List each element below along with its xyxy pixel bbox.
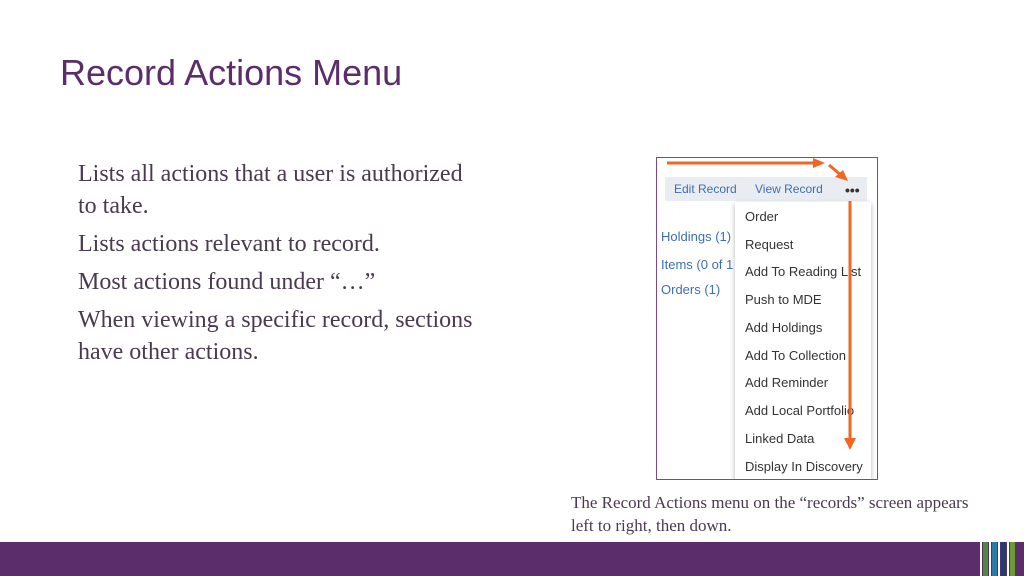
slide-title: Record Actions Menu: [60, 52, 403, 93]
direction-arrows: [657, 158, 877, 479]
footer-stripe: [989, 542, 991, 576]
menu-item-add-to-reading-list[interactable]: Add To Reading List: [745, 264, 862, 279]
menu-item-request[interactable]: Request: [745, 237, 794, 252]
footer-stripe: [980, 542, 982, 576]
menu-item-linked-data[interactable]: Linked Data: [745, 431, 815, 446]
menu-item-push-to-mde[interactable]: Push to MDE: [745, 292, 822, 307]
screenshot-caption: The Record Actions menu on the “records” screen appears left to right, then down.: [571, 493, 969, 535]
menu-item-add-reminder[interactable]: Add Reminder: [745, 375, 829, 390]
items-link[interactable]: Items (0 of 1: [661, 257, 734, 272]
footer-stripe: [998, 542, 1000, 576]
bullet-item: When viewing a specific record, sections have other actions.: [78, 307, 473, 365]
footer-stripe: [1001, 542, 1006, 576]
footer-bar: [0, 542, 1024, 576]
bullet-item: Most actions found under “…”: [78, 269, 376, 295]
view-record-button[interactable]: View Record: [755, 182, 823, 196]
record-actions-screenshot: [656, 157, 878, 480]
holdings-link[interactable]: Holdings (1): [661, 229, 732, 244]
footer-stripe: [1007, 542, 1009, 576]
edit-record-button[interactable]: Edit Record: [674, 182, 737, 196]
footer-stripe: [983, 542, 988, 576]
menu-item-order[interactable]: Order: [745, 209, 779, 224]
bullet-item: Lists all actions that a user is authorized to take.: [78, 161, 463, 219]
down-arrow-head: [844, 438, 856, 450]
bullet-item: Lists actions relevant to record.: [78, 231, 380, 257]
menu-item-display-in-discovery[interactable]: Display In Discovery: [745, 459, 863, 474]
menu-item-add-holdings[interactable]: Add Holdings: [745, 320, 823, 335]
menu-item-add-local-portfolio[interactable]: Add Local Portfolio: [745, 403, 855, 418]
more-actions-icon[interactable]: •••: [845, 182, 860, 198]
footer-stripe: [992, 542, 997, 576]
bullet-list: [78, 158, 478, 374]
menu-item-add-to-collection[interactable]: Add To Collection: [745, 348, 846, 363]
right-arrow-head: [813, 158, 825, 168]
orders-link[interactable]: Orders (1): [661, 282, 721, 297]
footer-stripe: [1010, 542, 1015, 576]
